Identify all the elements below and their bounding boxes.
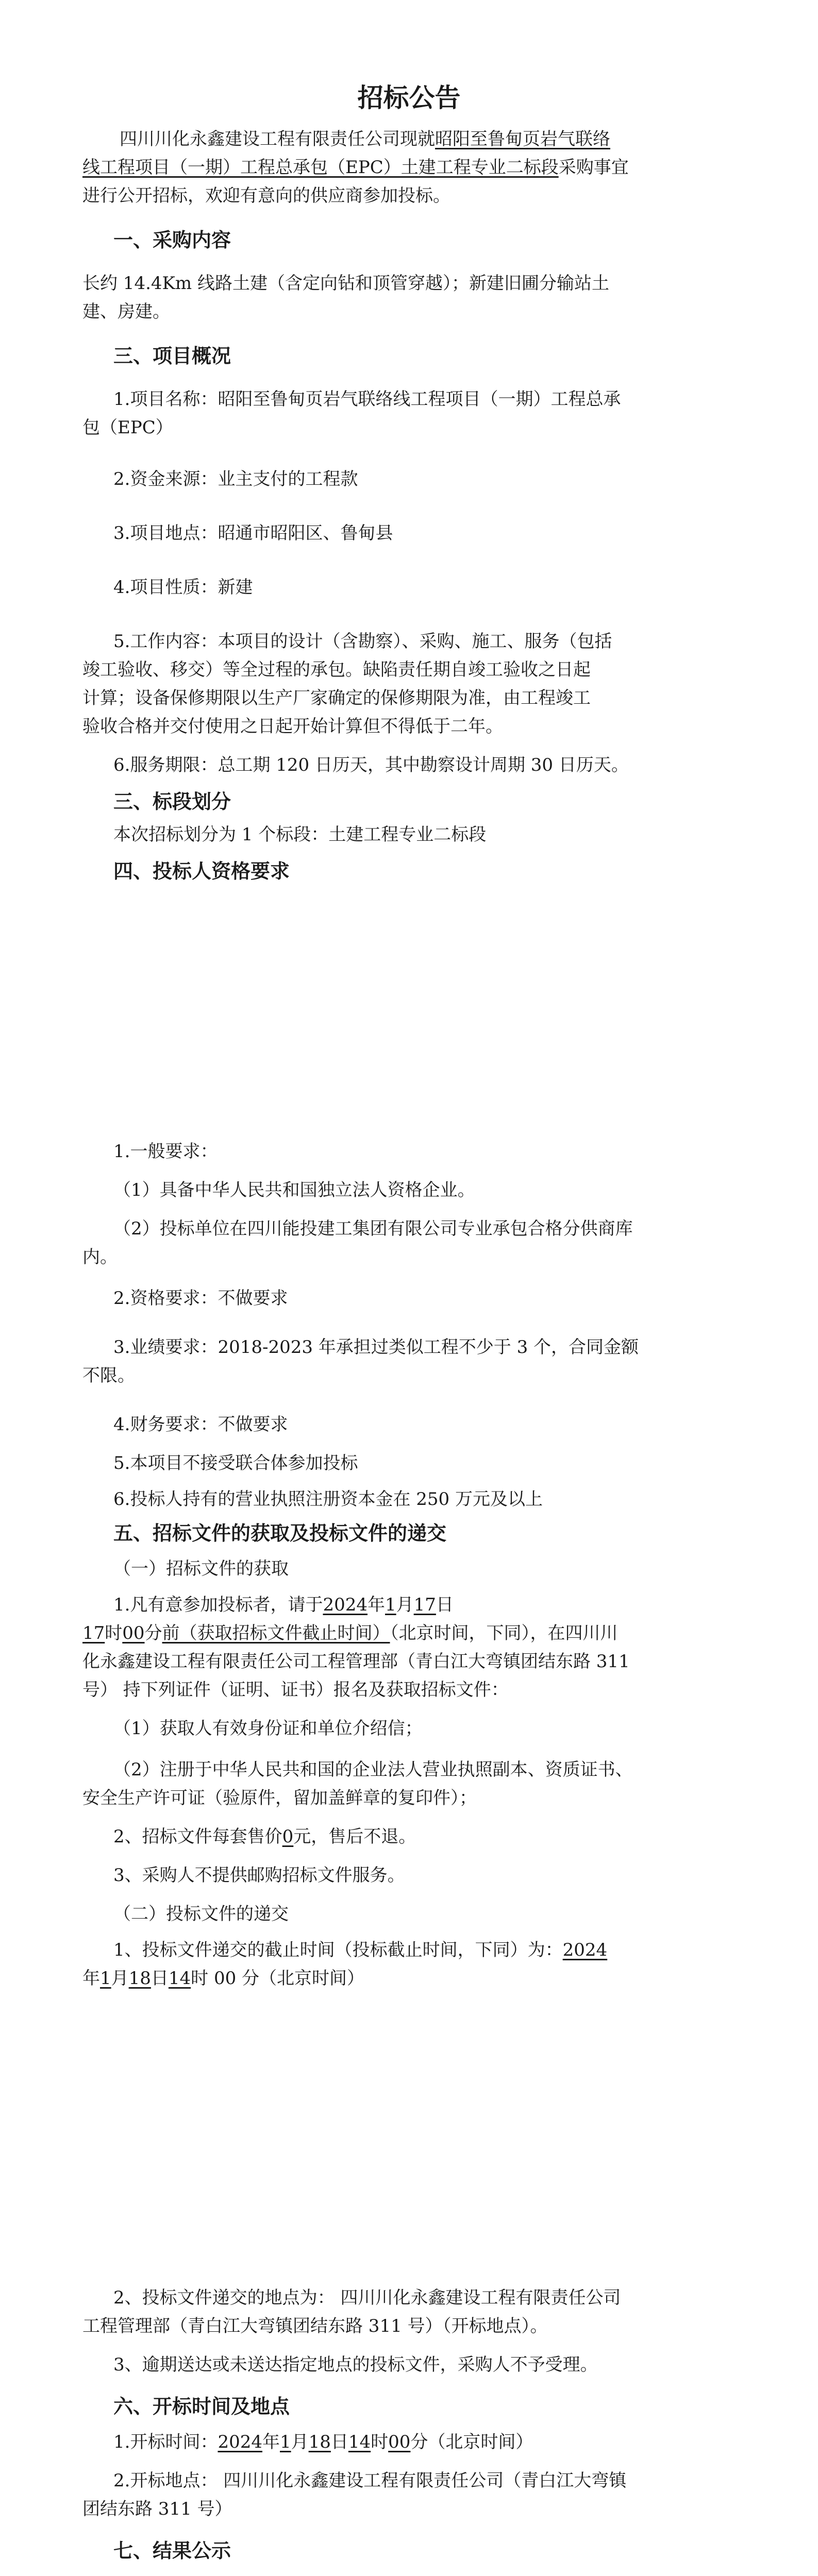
project-name-link: 昭阳至鲁甸页岩气联络 [435, 129, 610, 149]
paragraph-line: 6.服务期限：总工期 120 日历天，其中勘察设计周期 30 日历天。 [113, 755, 629, 775]
paragraph-line: 2.开标地点： 四川川化永鑫建设工程有限责任公司（青白江大弯镇 [113, 2470, 627, 2491]
section-heading: 三、项目概况 [113, 345, 231, 367]
paragraph-line: 团结东路 311 号） [82, 2499, 232, 2519]
subsection-heading: （一）招标文件的获取 [113, 1558, 289, 1579]
section-heading: 四、投标人资格要求 [113, 860, 290, 883]
paragraph-line: 5.工作内容：本项目的设计（含勘察）、采购、施工、服务（包括 [113, 631, 612, 652]
paragraph-line: 3、逾期送达或未送达指定地点的投标文件，采购人不予受理。 [113, 2354, 598, 2375]
intro-line-2: 线工程项目（一期）工程总承包（EPC）土建工程专业二标段采购事宜 [82, 157, 629, 178]
paragraph-line: 建、房建。 [82, 301, 170, 322]
paragraph-line: 1、投标文件递交的截止时间（投标截止时间，下同）为：2024 [113, 1940, 608, 1960]
paragraph-line: 4.财务要求：不做要求 [113, 1414, 288, 1435]
paragraph-line: 安全生产许可证（验原件，留加盖鲜章的复印件）； [82, 1788, 477, 1808]
intro-line-1: 四川川化永鑫建设工程有限责任公司现就昭阳至鲁甸页岩气联络 [120, 129, 610, 149]
paragraph-line: 5.本项目不接受联合体参加投标 [113, 1453, 358, 1473]
paragraph-line: 3、采购人不提供邮购招标文件服务。 [113, 1865, 405, 1886]
section-heading: 六、开标时间及地点 [113, 2395, 290, 2418]
paragraph-line: 内。 [82, 1247, 118, 1267]
section-heading: 七、结果公示 [113, 2539, 231, 2562]
paragraph-line: 长约 14.4Km 线路土建（含定向钻和顶管穿越）；新建旧圃分输站土 [82, 273, 609, 294]
project-name-cont: 线工程项目（一期）工程总承包（EPC）土建工程专业二标段 [82, 157, 559, 178]
section-heading: 三、标段划分 [113, 790, 231, 813]
paragraph-line: （1）具备中华人民共和国独立法人资格企业。 [113, 1180, 475, 1200]
paragraph-line: 不限。 [82, 1365, 135, 1386]
page-title: 招标公告 [357, 83, 461, 113]
paragraph-line: 年1月18日14时 00 分（北京时间） [82, 1968, 365, 1989]
paragraph-line: （2）投标单位在四川能投建工集团有限公司专业承包合格分供商库 [113, 1218, 633, 1239]
paragraph-line: 2.资格要求：不做要求 [113, 1288, 288, 1309]
intro-line-3: 进行公开招标，欢迎有意向的供应商参加投标。 [82, 185, 450, 206]
paragraph-line: 1.一般要求： [113, 1141, 218, 1162]
paragraph-line: （1）获取人有效身份证和单位介绍信； [113, 1718, 423, 1739]
paragraph-line: 竣工验收、移交）等全过程的承包。缺陷责任期自竣工验收之日起 [82, 659, 591, 680]
section-heading: 一、采购内容 [113, 229, 231, 251]
paragraph-line: 3.业绩要求：2018-2023 年承担过类似工程不少于 3 个，合同金额 [113, 1337, 639, 1358]
section-heading: 五、招标文件的获取及投标文件的递交 [113, 1522, 447, 1545]
paragraph-line: 17时00分前（获取招标文件截止时间）（北京时间，下同），在四川川 [82, 1623, 618, 1643]
paragraph-line: 号） 持下列证件（证明、证书）报名及获取招标文件： [82, 1680, 509, 1700]
paragraph-line: 1.开标时间：2024年1月18日14时00分（北京时间） [113, 2432, 533, 2452]
paragraph-line: 2、投标文件递交的地点为： 四川川化永鑫建设工程有限责任公司 [113, 2287, 621, 2308]
paragraph-line: （2）注册于中华人民共和国的企业法人营业执照副本、资质证书、 [113, 1759, 633, 1780]
paragraph-line: 2.资金来源：业主支付的工程款 [113, 469, 358, 489]
paragraph-line: 验收合格并交付使用之日起开始计算但不得低于二年。 [82, 716, 503, 737]
paragraph-line: 化永鑫建设工程有限责任公司工程管理部（青白江大弯镇团结东路 311 [82, 1651, 630, 1672]
paragraph-line: 4.项目性质：新建 [113, 577, 253, 598]
paragraph-line: 2、招标文件每套售价0元，售后不退。 [113, 1826, 416, 1847]
paragraph-line: 1.项目名称：昭阳至鲁甸页岩气联络线工程项目（一期）工程总承 [113, 389, 621, 410]
subsection-heading: （二）投标文件的递交 [113, 1904, 289, 1924]
paragraph-line: 3.项目地点：昭通市昭阳区、鲁甸县 [113, 523, 393, 544]
paragraph-line: 6.投标人持有的营业执照注册资本金在 250 万元及以上 [113, 1489, 543, 1510]
paragraph-line [113, 2573, 622, 2576]
paragraph-line: 1.凡有意参加投标者，请于2024年1月17日 [113, 1595, 454, 1615]
paragraph-line: 工程管理部（青白江大弯镇团结东路 311 号）（开标地点）。 [82, 2316, 548, 2336]
paragraph-line: 包（EPC） [82, 417, 173, 438]
paragraph-line: 计算；设备保修期限以生产厂家确定的保修期限为准，由工程竣工 [82, 688, 591, 708]
paragraph-line: 本次招标划分为 1 个标段：土建工程专业二标段 [113, 824, 487, 845]
